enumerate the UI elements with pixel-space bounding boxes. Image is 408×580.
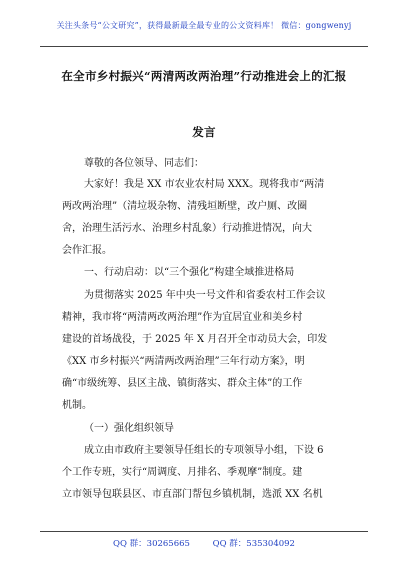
header-divider <box>40 46 368 47</box>
footer-qq-group-1: QQ 群：30265665 <box>113 539 190 549</box>
paragraph-line: 会作汇报。 <box>62 245 112 256</box>
paragraph-line: 两改两治理”（清垃圾杂物、清残垣断壁，改户厕、改圈 <box>62 201 308 212</box>
document-title-line1: 在全市乡村振兴“两清两改两治理”行动推进会上的汇报 <box>61 69 347 83</box>
paragraph-line: 为贯彻落实 2025 年中央一号文件和省委农村工作会议 <box>84 290 326 301</box>
paragraph-line: 立市领导包联县区、市直部门帮包乡镇机制，选派 XX 名机 <box>62 489 323 500</box>
paragraph-line: 建设的首场战役，于 2025 年 X 月召开全市动员大会，印发 <box>62 334 328 345</box>
paragraph-line: 《XX 市乡村振兴“两清两改两治理”三年行动方案》，明 <box>62 356 305 367</box>
footer-divider <box>40 531 368 532</box>
paragraph-line: 舍，治理生活污水、治理乡村乱象）行动推进情况，向大 <box>62 223 312 234</box>
document-title-line2: 发言 <box>192 125 216 139</box>
header-banner: 关注头条号“公文研究”，获得最新最全最专业的公文资料库！ 微信：gongwenyj <box>56 21 352 30</box>
paragraph-line: 成立由市政府主要领导任组长的专项领导小组，下设 6 <box>84 445 324 456</box>
subsection-heading: （一）强化组织领导 <box>84 423 174 434</box>
paragraph-line: 个工作专班，实行“周调度、月排名、季观摩”制度。建 <box>62 467 303 478</box>
footer-qq-group-2: QQ 群：535304092 <box>212 539 295 549</box>
footer-contacts <box>0 537 408 549</box>
paragraph-line: 大家好！我是 XX 市农业农村局 XXX。现将我市“两清 <box>84 179 325 190</box>
salutation: 尊敬的各位领导、同志们： <box>84 158 204 169</box>
paragraph-line: 精神，我市将“两清两改两治理”作为宜居宜业和美乡村 <box>62 312 303 323</box>
paragraph-line: 机制。 <box>62 400 92 411</box>
paragraph-line: 确“市级统筹、县区主战、镇街落实、群众主体”的工作 <box>62 378 303 389</box>
section-heading: 一、行动启动：以“三个强化”构建全域推进格局 <box>84 267 295 278</box>
